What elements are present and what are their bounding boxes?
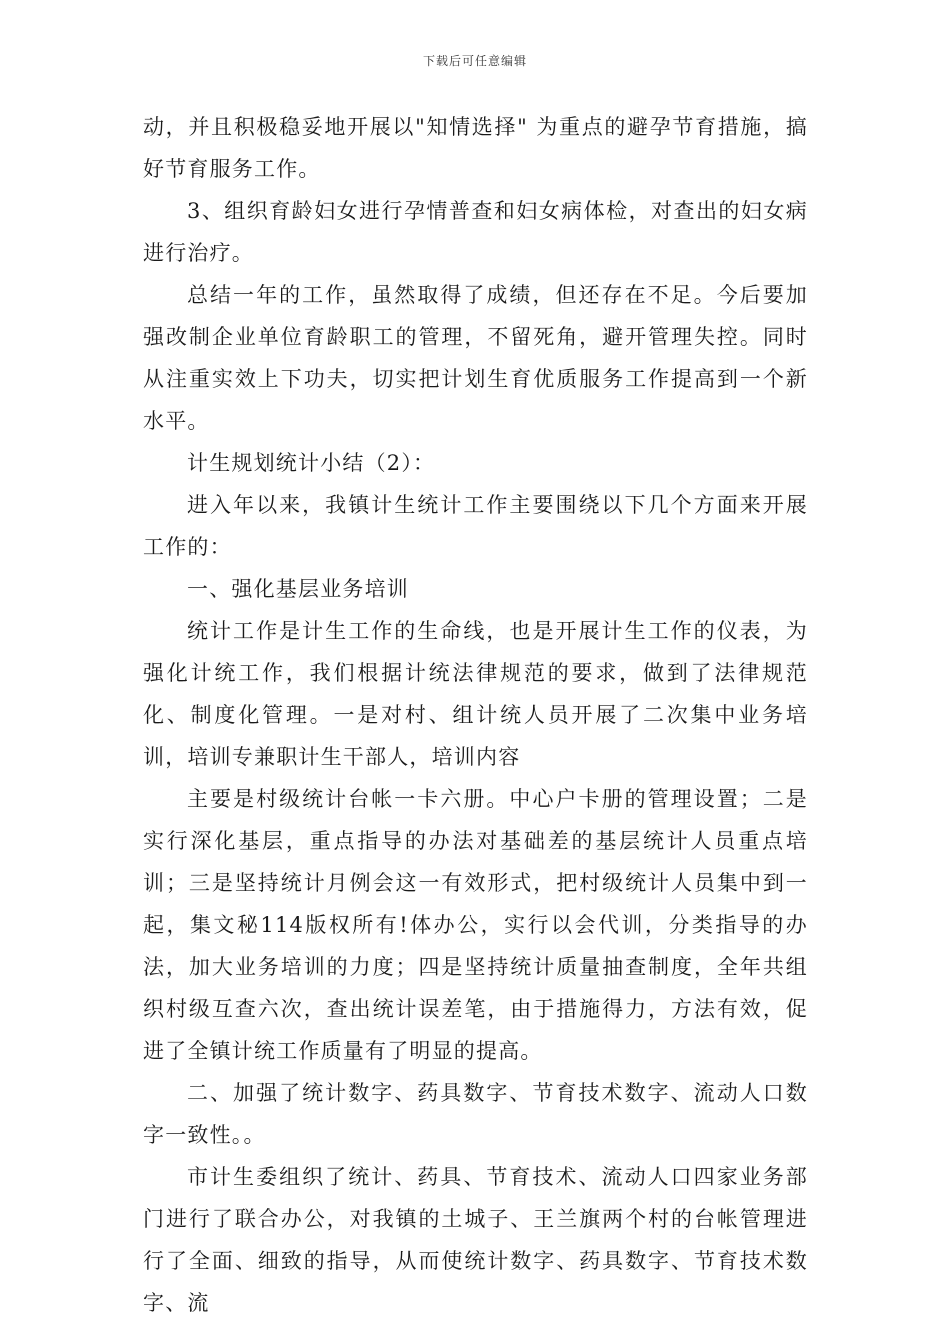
paragraph: 统计工作是计生工作的生命线，也是开展计生工作的仪表，为强化计统工作，我们根据计统法律规范的要求，做到了法律规范化、制度化管理。一是对村、组计统人员开展了二次集中业务培训，培训专兼职计生干部人，培训内容 bbox=[143, 619, 808, 769]
paragraph: 3、组织育龄妇女进行孕情普查和妇女病体检，对查出的妇女病进行治疗。 bbox=[143, 199, 808, 265]
section-heading: 一、强化基层业务培训 bbox=[187, 577, 409, 601]
document-body bbox=[143, 106, 808, 1324]
paragraph: 市计生委组织了统计、药具、节育技术、流动人口四家业务部门进行了联合办公，对我镇的土城子、王兰旗两个村的台帐管理进行了全面、细致的指导，从而使统计数字、药具数字、节育技术数字、流 bbox=[143, 1165, 808, 1315]
paragraph: 主要是村级统计台帐一卡六册。中心户卡册的管理设置；二是实行深化基层，重点指导的办法对基础差的基层统计人员重点培训；三是坚持统计月例会这一有效形式，把村级统计人员集中到一起，集文秘114版权所有!体办公，实行以会代训，分类指导的办法，加大业务培训的力度；四是坚持统计质量抽查制度，全年共组织村级互查六次，查出统计误差笔，由于措施得力，方法有效，促进了全镇计统工作质量有了明显的提高。 bbox=[143, 787, 808, 1063]
paragraph: 总结一年的工作，虽然取得了成绩，但还存在不足。今后要加强改制企业单位育龄职工的管理，不留死角，避开管理失控。同时从注重实效上下功夫，切实把计划生育优质服务工作提高到一个新水平。 bbox=[143, 283, 808, 433]
paragraph: 进入年以来，我镇计生统计工作主要围绕以下几个方面来开展工作的： bbox=[143, 493, 808, 559]
section-heading: 二、加强了统计数字、药具数字、节育技术数字、流动人口数字一致性。。 bbox=[143, 1081, 808, 1147]
section-title: 计生规划统计小结（2）： bbox=[187, 451, 436, 475]
page-header: 下载后可任意编辑 bbox=[422, 54, 527, 68]
paragraph: 动，并且积极稳妥地开展以"知情选择" 为重点的避孕节育措施，搞好节育服务工作。 bbox=[143, 115, 808, 181]
